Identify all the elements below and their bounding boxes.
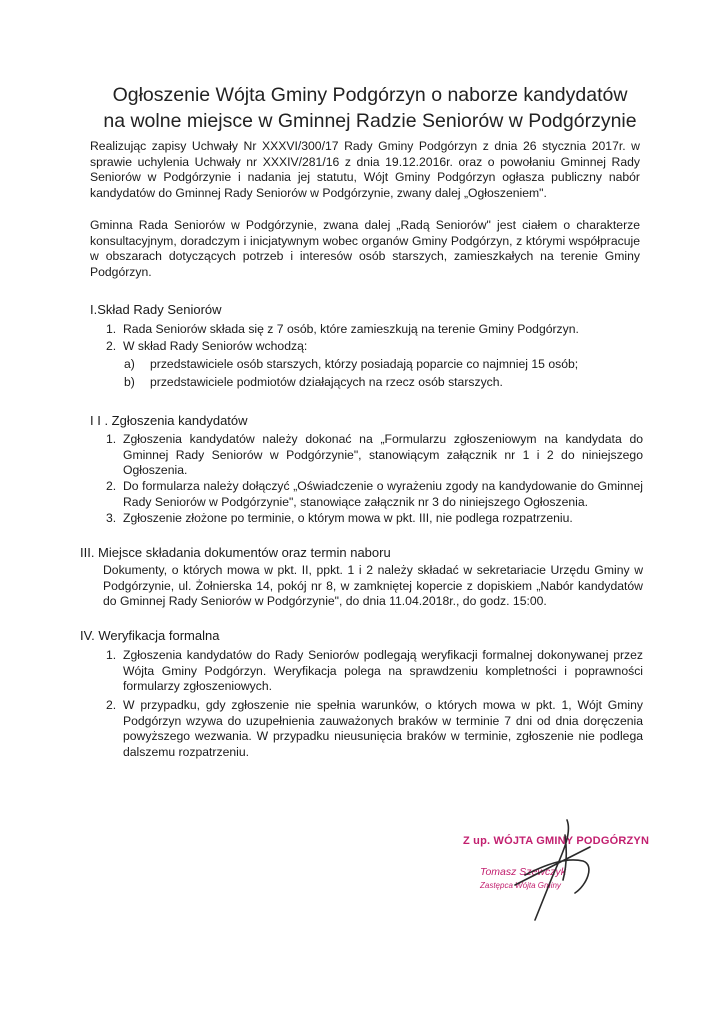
list-number: 1.	[106, 432, 117, 446]
list-item: Do formularza należy dołączyć „Oświadczenie o wyrażeniu zgody na kandydowanie do Gminnej Rady Seniorów w Podgórzynie", stanowiące załącznik nr 3 do niniejszego Ogłoszenia.	[123, 479, 643, 509]
section-heading-verification: IV. Weryfikacja formalna	[80, 628, 220, 643]
list-number: 2.	[106, 479, 117, 493]
list-number: 1.	[106, 322, 117, 336]
sublist-item: przedstawiciele osób starszych, którzy posiadają poparcie co najmniej 15 osób;	[150, 357, 579, 371]
submission-paragraph: Dokumenty, o których mowa w pkt. II, ppkt. 1 i 2 należy składać w sekretariacie Urzędu Gminy w Podgórzynie, ul. Żołnierska 14, pokój nr 8, w zamkniętej kopercie z dopiskiem „Nabór kandydatów do Gminnej Rady Seniorów w Podgórzynie", do dnia 11.04.2018r., do godz. 15:00.	[103, 563, 643, 609]
stamp-name: Tomasz Szewczyk	[480, 866, 566, 878]
description-paragraph: Gminna Rada Seniorów w Podgórzynie, zwana dalej „Radą Seniorów" jest ciałem o charakterze konsultacyjnym, doradczym i inicjatywnym wobec organów Gminy Podgórzyn, z którymi współpracuje w obszarach dotyczących potrzeb i interesów osób starszych, zamieszkałych na terenie Gminy Podgórzyn.	[90, 218, 640, 279]
stamp-title: Z up. WÓJTA GMINY PODGÓRZYN	[463, 835, 650, 847]
sublist-letter: a)	[124, 357, 135, 371]
list-item: W skład Rady Seniorów wchodzą:	[123, 339, 308, 353]
list-item: Rada Seniorów składa się z 7 osób, które zamieszkują na terenie Gminy Podgórzyn.	[123, 322, 579, 336]
section-heading-composition: I.Skład Rady Seniorów	[90, 302, 222, 317]
list-number: 2.	[106, 698, 117, 712]
sublist-letter: b)	[124, 375, 135, 389]
list-number: 3.	[106, 511, 117, 525]
section-heading-submission: III. Miejsce składania dokumentów oraz termin naboru	[80, 545, 391, 560]
document-title-line1: Ogłoszenie Wójta Gminy Podgórzyn o naborze kandydatów	[112, 84, 628, 106]
section-heading-applications: I I . Zgłoszenia kandydatów	[90, 413, 248, 428]
list-item: Zgłoszenie złożone po terminie, o którym mowa w pkt. III, nie podlega rozpatrzeniu.	[123, 511, 573, 525]
document-title-line2: na wolne miejsce w Gminnej Radzie Seniorów w Podgórzynie	[103, 110, 637, 132]
stamp-position: Zastępca Wójta Gminy	[480, 881, 561, 890]
list-number: 1.	[106, 648, 117, 662]
handwritten-signature	[455, 815, 625, 925]
list-item: Zgłoszenia kandydatów należy dokonać na „Formularzu zgłoszeniowym na kandydata do Gminnej Rady Seniorów w Podgórzynie", stanowiącym załącznik nr 1 i 2 do niniejszego Ogłoszenia.	[123, 432, 643, 478]
sublist-item: przedstawiciele podmiotów działających na rzecz osób starszych.	[150, 375, 503, 389]
list-number: 2.	[106, 339, 117, 353]
list-item: Zgłoszenia kandydatów do Rady Seniorów podlegają weryfikacji formalnej dokonywanej przez Wójta Gminy Podgórzyn. Weryfikacja polega na sprawdzeniu kompletności i poprawności formularzy zgłoszeniowych.	[123, 648, 643, 694]
intro-paragraph: Realizując zapisy Uchwały Nr XXXVI/300/17 Rady Gminy Podgórzyn z dnia 26 stycznia 2017r. w sprawie uchylenia Uchwały nr XXXIV/281/16 z dnia 19.12.2016r. oraz o powołaniu Gminnej Rady Seniorów w Podgórzynie i nadania jej statutu, Wójt Gminy Podgórzyn ogłasza publiczny nabór kandydatów do Gminnej Rady Seniorów w Podgórzynie, zwany dalej „Ogłoszeniem".	[90, 139, 640, 200]
list-item: W przypadku, gdy zgłoszenie nie spełnia warunków, o których mowa w pkt. 1, Wójt Gminy Podgórzyn wzywa do uzupełnienia zauważonych braków w terminie 7 dni od dnia doręczenia powyższego wezwania. W przypadku nieusunięcia braków w terminie, zgłoszenie nie podlega dalszemu rozpatrzeniu.	[123, 698, 643, 759]
